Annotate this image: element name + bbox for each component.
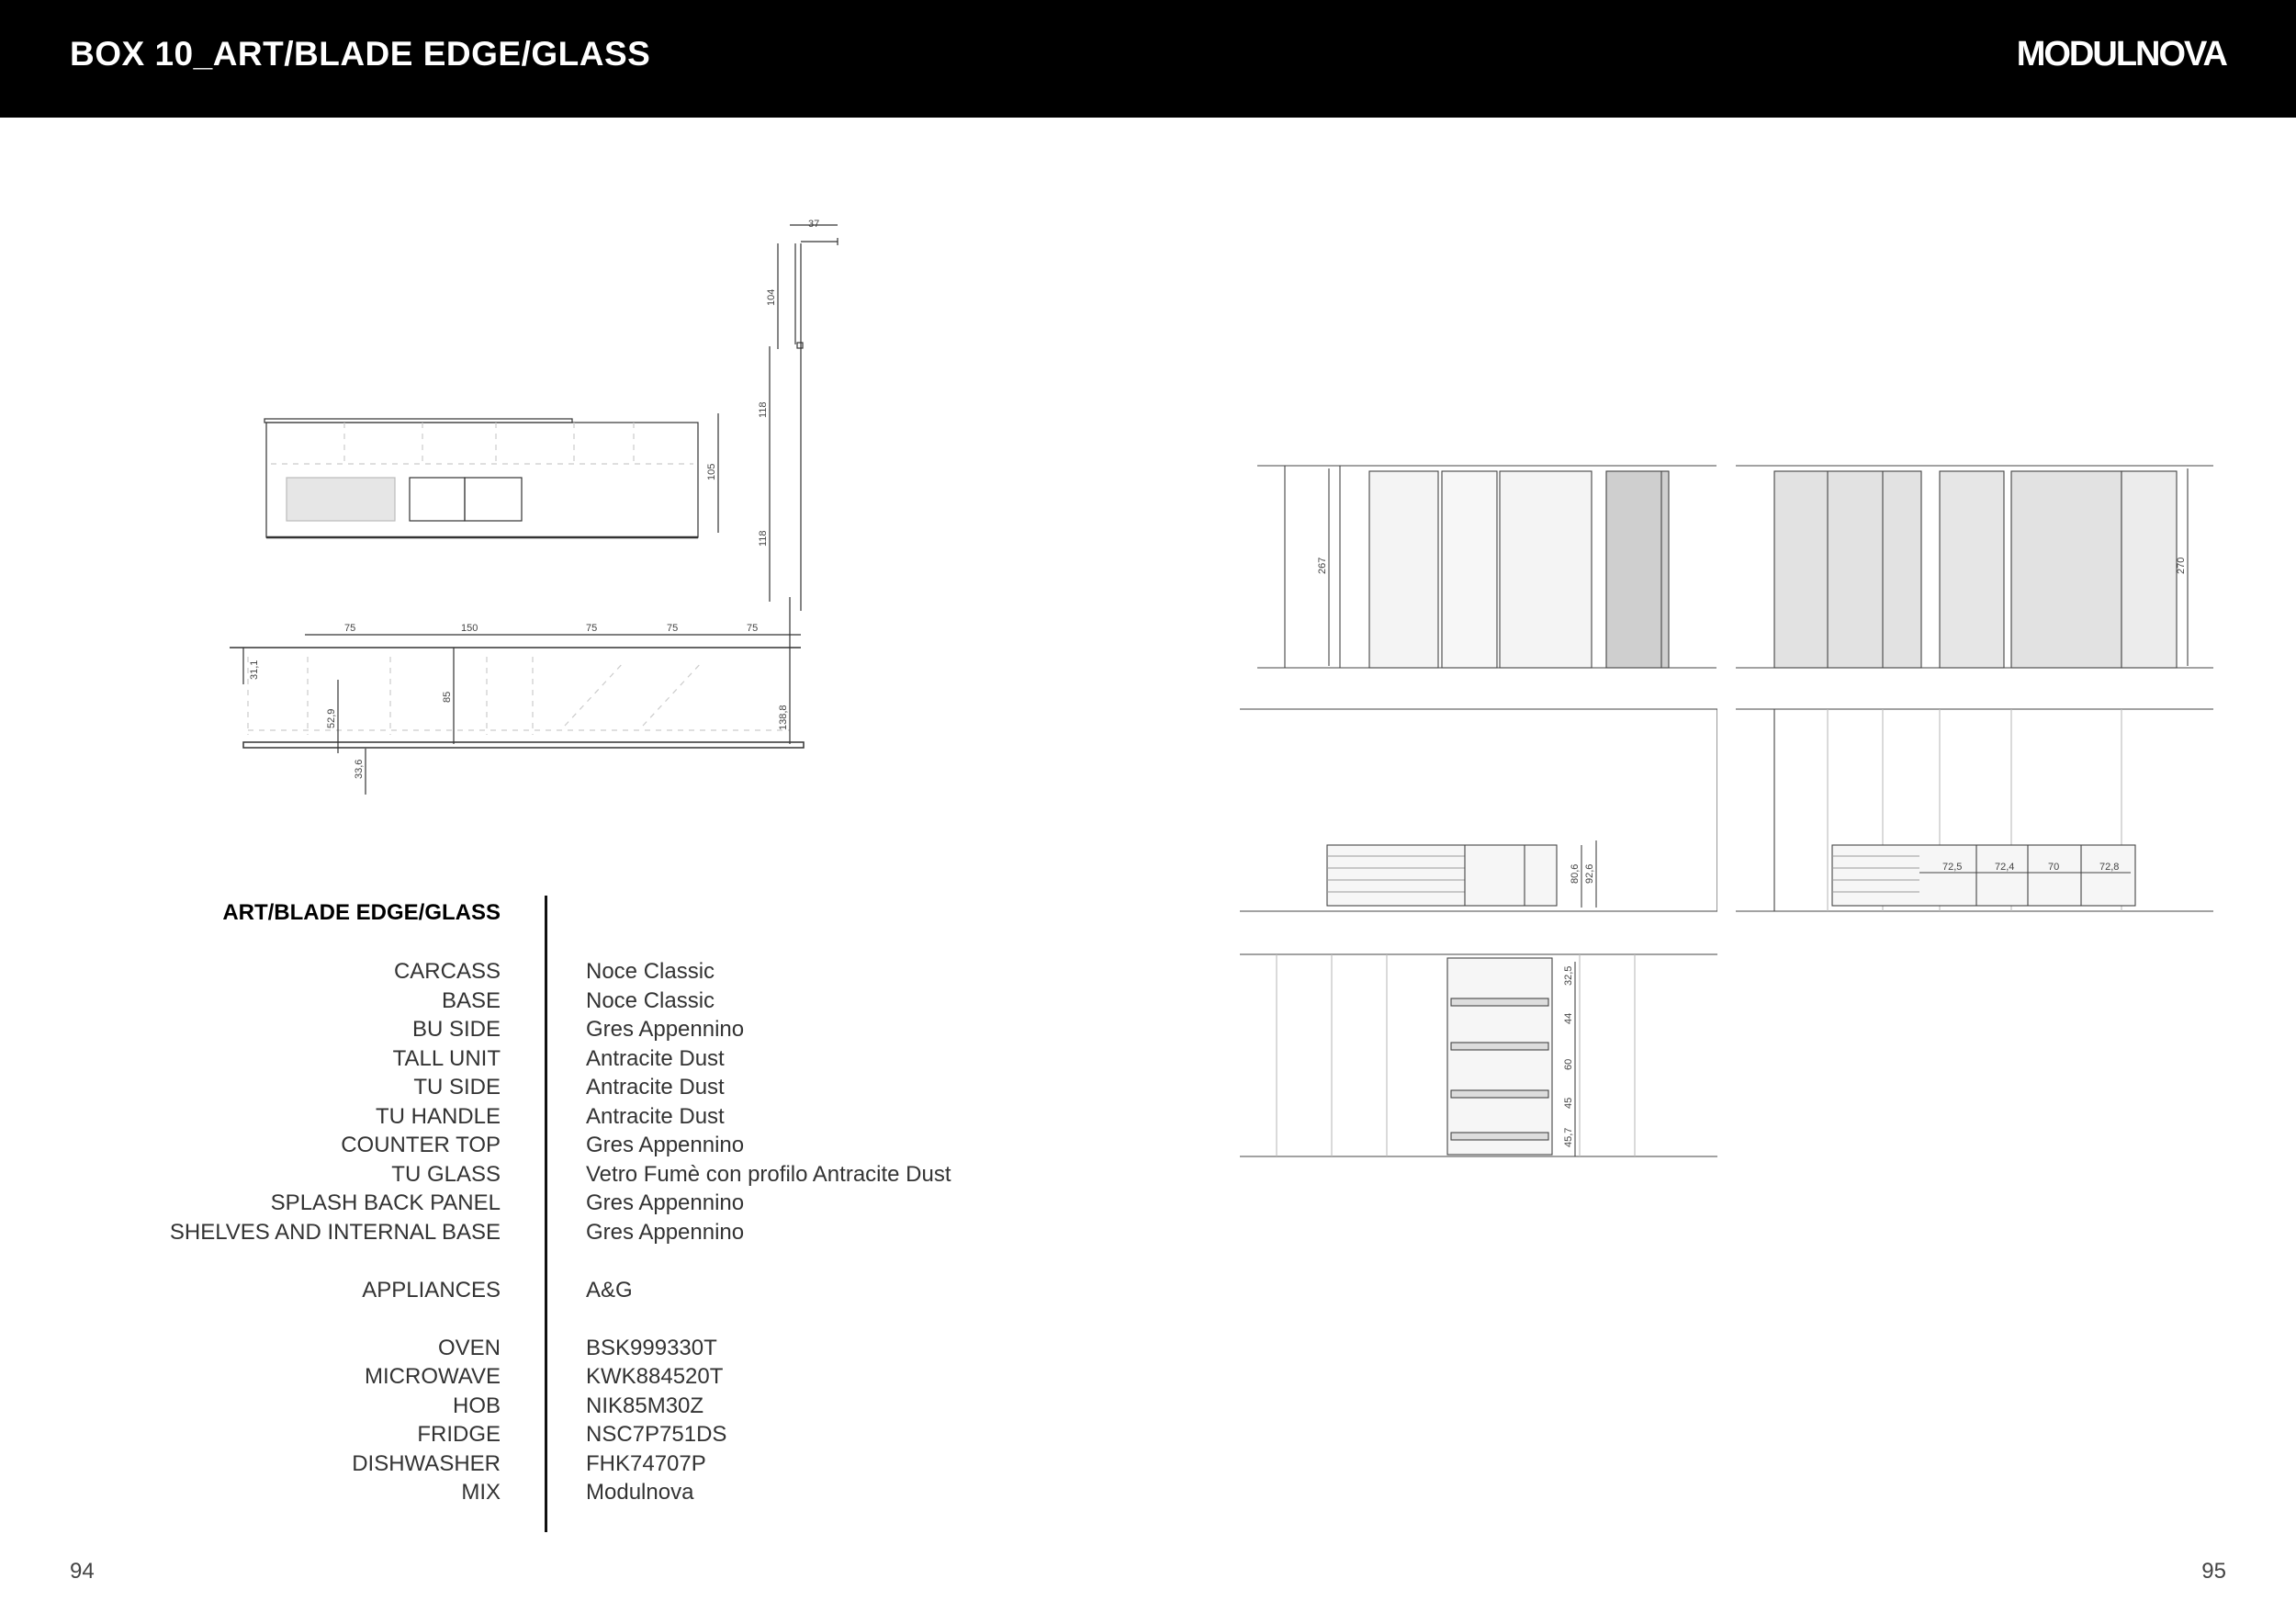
page-title: BOX 10_ART/BLADE EDGE/GLASS: [70, 35, 651, 73]
dim-45: 45: [1563, 1097, 1574, 1109]
dim-104: 104: [766, 288, 777, 306]
elevation-5: [1240, 953, 1717, 1159]
dim-118-b: 118: [758, 530, 769, 547]
spec-value-tu-handle: Antracite Dust: [586, 1103, 725, 1129]
spec-label-counter-top: COUNTER TOP: [341, 1133, 501, 1157]
spec-label-mix: MIX: [461, 1480, 501, 1505]
spec-label-base: BASE: [441, 987, 501, 1013]
page-number-left: 94: [70, 1559, 95, 1584]
dim-run-2: 150: [461, 623, 478, 634]
dim-138-8: 138,8: [778, 705, 789, 730]
spec-value-counter-top: Gres Appennino: [586, 1133, 745, 1157]
floor-plan-drawing: [220, 188, 863, 813]
dim-run-5: 75: [747, 623, 759, 634]
dim-80-6: 80,6: [1570, 863, 1581, 884]
spec-label-tall-unit: TALL UNIT: [392, 1045, 501, 1071]
spec-label-tu-handle: TU HANDLE: [375, 1103, 501, 1129]
spec-values: [586, 957, 1284, 1507]
dim-105: 105: [706, 463, 717, 480]
elevation-3: [1240, 707, 1717, 914]
island-sink-right: [465, 478, 522, 521]
spec-label-appliances: APPLIANCES: [362, 1277, 501, 1303]
dim-run-3: 75: [586, 623, 598, 634]
spec-value-bu-side: Gres Appennino: [586, 1017, 745, 1042]
dim-70: 70: [2048, 862, 2060, 873]
dim-run-4: 75: [667, 623, 679, 634]
counter-run: [243, 742, 804, 748]
page-number-right: 95: [2201, 1559, 2226, 1584]
page-header: [0, 0, 2296, 118]
spec-label-splash-back: SPLASH BACK PANEL: [270, 1190, 501, 1215]
spec-label-tu-side: TU SIDE: [413, 1075, 501, 1100]
spec-label-tu-glass: TU GLASS: [391, 1161, 501, 1187]
brand-logo: MODULNOVA: [2016, 35, 2226, 73]
elevation-4: [1736, 707, 2213, 914]
island-hob: [287, 478, 395, 521]
dim-118-a: 118: [758, 401, 769, 418]
spec-value-appliances: A&G: [586, 1277, 633, 1303]
spec-value-dishwasher: FHK74707P: [586, 1450, 706, 1476]
spec-value-hob: NIK85M30Z: [586, 1393, 704, 1418]
spec-heading: ART/BLADE EDGE/GLASS: [222, 900, 501, 925]
spec-labels: [92, 957, 501, 1507]
dim-45-7: 45,7: [1563, 1127, 1574, 1147]
spec-value-tu-side: Antracite Dust: [586, 1075, 725, 1100]
dim-85: 85: [442, 691, 453, 703]
dim-44: 44: [1563, 1012, 1574, 1024]
dim-270: 270: [2176, 557, 2187, 574]
dim-72-8: 72,8: [2099, 862, 2120, 873]
spec-label-oven: OVEN: [437, 1335, 501, 1360]
spec-label-dishwasher: DISHWASHER: [352, 1450, 501, 1476]
dim-run-1: 75: [344, 623, 356, 634]
dim-31-1: 31,1: [249, 660, 260, 680]
spec-value-base: Noce Classic: [586, 987, 715, 1013]
elevation-1: [1257, 464, 1716, 671]
dim-72-4: 72,4: [1995, 862, 2015, 873]
spec-label-hob: HOB: [452, 1393, 501, 1418]
dim-60: 60: [1563, 1058, 1574, 1070]
island-sink-left: [410, 478, 465, 521]
spec-value-splash-back: Gres Appennino: [586, 1190, 745, 1215]
spec-label-microwave: MICROWAVE: [365, 1364, 501, 1389]
dim-37: 37: [808, 219, 820, 230]
dim-33-6: 33,6: [354, 759, 365, 779]
elevation-2: [1736, 464, 2213, 671]
spec-value-mix: Modulnova: [586, 1480, 694, 1505]
spec-value-microwave: KWK884520T: [586, 1364, 724, 1389]
dim-267: 267: [1317, 557, 1328, 574]
island-top: [264, 419, 572, 423]
spec-value-tall-unit: Antracite Dust: [586, 1045, 725, 1071]
spec-label-fridge: FRIDGE: [417, 1422, 501, 1447]
dim-52-9: 52,9: [326, 708, 337, 728]
spec-value-fridge: NSC7P751DS: [586, 1422, 727, 1447]
spec-label-bu-side: BU SIDE: [411, 1017, 501, 1042]
spec-value-oven: BSK999330T: [586, 1335, 717, 1360]
spec-value-carcass: Noce Classic: [586, 959, 715, 984]
spec-label-carcass: CARCASS: [393, 959, 501, 984]
spec-label-shelves: SHELVES AND INTERNAL BASE: [169, 1219, 501, 1245]
dim-72-5: 72,5: [1942, 862, 1963, 873]
spec-divider: [545, 896, 547, 1532]
spec-value-tu-glass: Vetro Fumè con profilo Antracite Dust: [586, 1161, 951, 1187]
dim-92-6: 92,6: [1584, 863, 1595, 884]
spec-value-shelves: Gres Appennino: [586, 1219, 745, 1245]
dim-32-5: 32,5: [1563, 965, 1574, 986]
